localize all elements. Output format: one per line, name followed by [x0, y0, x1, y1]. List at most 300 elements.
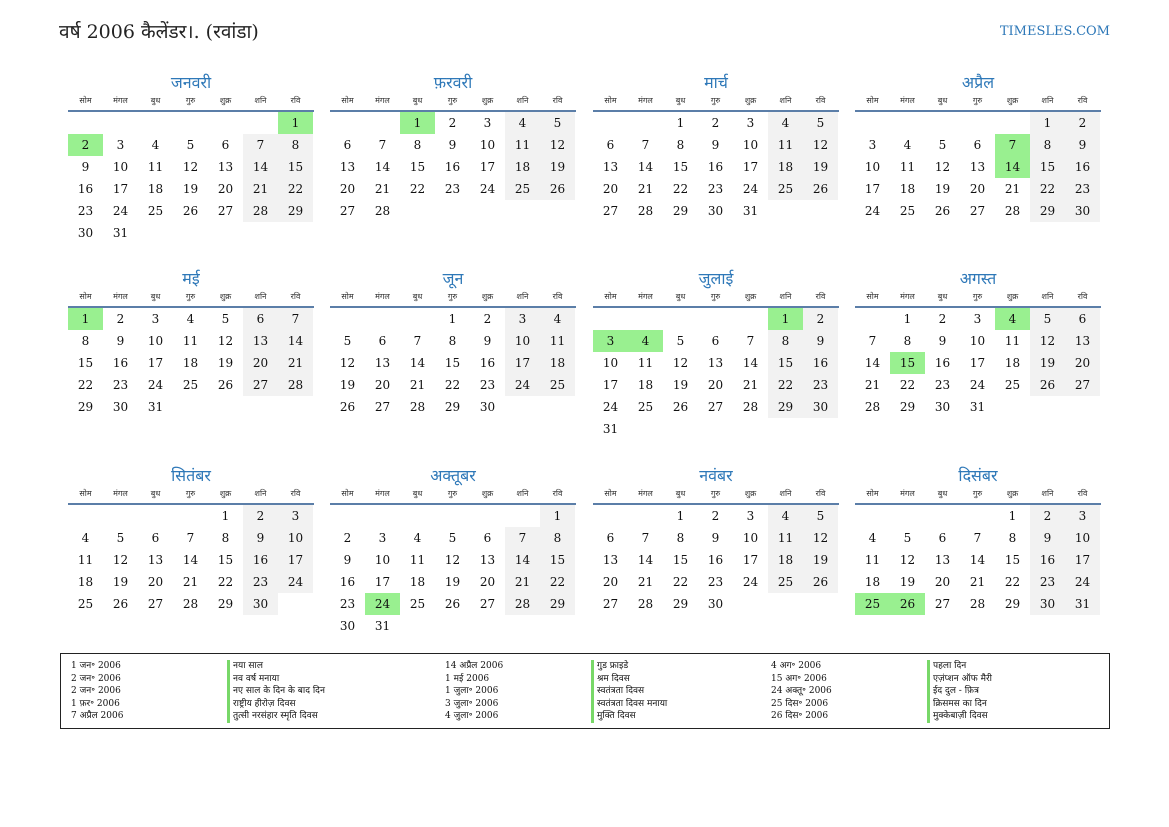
legend-col1-names: [227, 660, 325, 723]
day-grid: [593, 308, 839, 440]
day-cell: 11: [505, 134, 540, 156]
day-cell: 1: [676, 116, 685, 130]
day-cell: 10: [278, 527, 313, 549]
day-cell: 15: [217, 553, 234, 567]
empty-cell: [208, 112, 243, 134]
weekday-label: मंगल: [113, 292, 128, 301]
empty-cell: [855, 505, 890, 527]
day-cell: 3: [483, 116, 492, 130]
day-cell: 4: [81, 531, 90, 545]
month-calendar: [330, 268, 576, 418]
day-cell: 25: [409, 597, 426, 611]
day-cell: 17: [112, 182, 129, 196]
weekday-label: मंगल: [900, 96, 915, 105]
day-cell: 1: [903, 312, 912, 326]
day-cell: 2: [711, 509, 720, 523]
day-cell: 6: [343, 138, 352, 152]
month-name: दिसंबर: [958, 466, 998, 485]
weekday-label: शुक्र: [219, 96, 232, 105]
day-cell: 10: [1065, 527, 1100, 549]
legend-holiday: ईद दुल - फ़ित्र: [927, 685, 992, 698]
weekday-label: शनि: [779, 96, 792, 105]
month-name: फ़रवरी: [433, 73, 473, 92]
empty-cell: [890, 505, 925, 527]
weekday-header: [593, 290, 839, 308]
day-cell: 16: [1030, 549, 1065, 571]
day-grid: [68, 308, 314, 418]
day-cell: 8: [278, 134, 313, 156]
day-cell: 22: [444, 378, 461, 392]
day-cell: 20: [934, 575, 951, 589]
day-cell: 30: [339, 619, 356, 633]
day-cell: 4: [628, 330, 663, 352]
day-cell: 20: [707, 378, 724, 392]
day-grid: [330, 505, 576, 637]
weekday-label: सोम: [604, 489, 617, 498]
day-cell: 4: [903, 138, 912, 152]
day-cell: 12: [112, 553, 129, 567]
day-cell: 20: [602, 575, 619, 589]
day-cell: 21: [243, 178, 278, 200]
day-cell: 1: [540, 505, 575, 527]
legend-date: 25 दिस॰ 2006: [771, 698, 829, 709]
day-cell: 30: [707, 597, 724, 611]
weekday-label: बुध: [150, 489, 161, 498]
weekday-label: मंगल: [900, 489, 915, 498]
day-cell: 21: [864, 378, 881, 392]
legend-holiday: तुत्सी नरसंहार स्मृति दिवस: [227, 710, 325, 723]
empty-cell: [400, 505, 435, 527]
day-cell: 2: [1065, 112, 1100, 134]
day-cell: 3: [505, 308, 540, 330]
weekday-label: सोम: [79, 489, 92, 498]
day-cell: 25: [147, 204, 164, 218]
day-cell: 8: [903, 334, 912, 348]
day-cell: 14: [864, 356, 881, 370]
day-cell: 21: [637, 182, 654, 196]
day-cell: 21: [278, 352, 313, 374]
day-cell: 7: [641, 531, 650, 545]
empty-cell: [470, 505, 505, 527]
day-cell: 9: [116, 334, 125, 348]
day-cell: 1: [448, 312, 457, 326]
empty-cell: [435, 505, 470, 527]
day-cell: 25: [182, 378, 199, 392]
day-cell: 30: [243, 593, 278, 615]
legend-date: 14 अप्रैल 2006: [445, 661, 504, 671]
day-cell: 16: [444, 160, 461, 174]
empty-cell: [138, 505, 173, 527]
day-cell: 14: [243, 156, 278, 178]
day-cell: 8: [1008, 531, 1017, 545]
month-name: अप्रैल: [961, 73, 995, 92]
day-cell: 28: [637, 204, 654, 218]
day-cell: 5: [116, 531, 125, 545]
day-cell: 15: [1004, 553, 1021, 567]
day-cell: 2: [448, 116, 457, 130]
day-cell: 20: [339, 182, 356, 196]
day-cell: 5: [903, 531, 912, 545]
day-cell: 31: [1065, 593, 1100, 615]
weekday-header: [855, 487, 1101, 505]
day-cell: 21: [742, 378, 759, 392]
day-cell: 13: [602, 160, 619, 174]
day-cell: 30: [1030, 593, 1065, 615]
day-cell: 10: [505, 330, 540, 352]
day-cell: 23: [243, 571, 278, 593]
day-cell: 4: [868, 531, 877, 545]
empty-cell: [960, 112, 995, 134]
day-cell: 19: [899, 575, 916, 589]
day-cell: 16: [707, 160, 724, 174]
day-cell: 21: [182, 575, 199, 589]
day-cell: 10: [112, 160, 129, 174]
legend-col2-names: [591, 660, 667, 723]
day-cell: 10: [602, 356, 619, 370]
day-cell: 14: [505, 549, 540, 571]
legend-date: 7 अप्रैल 2006: [71, 711, 124, 722]
weekday-label: रवि: [552, 292, 563, 301]
day-cell: 29: [672, 204, 689, 218]
day-cell: 23: [112, 378, 129, 392]
day-cell: 6: [606, 531, 615, 545]
weekday-label: मंगल: [113, 489, 128, 498]
empty-cell: [505, 505, 540, 527]
weekday-label: रवि: [552, 489, 563, 498]
day-cell: 24: [864, 204, 881, 218]
weekday-label: सोम: [79, 292, 92, 301]
empty-cell: [365, 308, 400, 330]
day-cell: 10: [374, 553, 391, 567]
day-cell: 13: [969, 160, 986, 174]
day-cell: 14: [742, 356, 759, 370]
day-cell: 23: [803, 374, 838, 396]
legend-holiday: गुड फ्राइडे: [591, 660, 667, 673]
empty-cell: [890, 112, 925, 134]
day-cell: 4: [151, 138, 160, 152]
day-cell: 7: [505, 527, 540, 549]
weekday-label: गुरु: [972, 489, 983, 498]
day-cell: 24: [112, 204, 129, 218]
day-cell: 29: [1030, 200, 1065, 222]
weekday-label: शुक्र: [744, 96, 757, 105]
empty-cell: [995, 112, 1030, 134]
day-cell: 20: [147, 575, 164, 589]
day-cell: 29: [768, 396, 803, 418]
legend-holiday: मुक्केबाज़ी दिवस: [927, 710, 992, 723]
day-cell: 20: [969, 182, 986, 196]
day-cell: 3: [746, 116, 755, 130]
legend-col3-names: [927, 660, 992, 723]
day-cell: 11: [1004, 334, 1021, 348]
weekday-label: बुध: [675, 489, 686, 498]
day-cell: 18: [637, 378, 654, 392]
day-cell: 31: [147, 400, 164, 414]
day-cell: 8: [768, 330, 803, 352]
weekday-label: बुध: [412, 96, 423, 105]
weekday-label: गुरु: [185, 489, 196, 498]
weekday-header: [855, 94, 1101, 112]
legend-holiday: नए साल के दिन के बाद दिन: [227, 685, 325, 698]
empty-cell: [243, 112, 278, 134]
day-cell: 16: [1065, 156, 1100, 178]
legend-date: 2 जन॰ 2006: [71, 686, 121, 697]
weekday-label: सोम: [866, 96, 879, 105]
day-cell: 28: [374, 204, 391, 218]
weekday-label: गुरु: [447, 489, 458, 498]
empty-cell: [173, 505, 208, 527]
day-cell: 25: [768, 571, 803, 593]
weekday-label: रवि: [290, 292, 301, 301]
month-calendar: [68, 72, 314, 244]
weekday-label: सोम: [341, 292, 354, 301]
day-cell: 2: [68, 134, 103, 156]
day-cell: 17: [602, 378, 619, 392]
day-cell: 13: [339, 160, 356, 174]
day-cell: 19: [934, 182, 951, 196]
day-cell: 28: [969, 597, 986, 611]
day-cell: 11: [147, 160, 164, 174]
weekday-header: [68, 94, 314, 112]
day-cell: 25: [505, 178, 540, 200]
weekday-label: शनि: [254, 489, 267, 498]
weekday-label: रवि: [815, 292, 826, 301]
day-cell: 9: [243, 527, 278, 549]
month-name: जुलाई: [698, 269, 734, 288]
day-cell: 13: [934, 553, 951, 567]
day-cell: 7: [278, 308, 313, 330]
weekday-label: शनि: [779, 292, 792, 301]
day-cell: 18: [1004, 356, 1021, 370]
day-cell: 17: [1065, 549, 1100, 571]
empty-cell: [925, 505, 960, 527]
empty-cell: [330, 308, 365, 330]
day-cell: 16: [934, 356, 951, 370]
day-cell: 27: [934, 597, 951, 611]
day-cell: 19: [803, 549, 838, 571]
day-cell: 7: [186, 531, 195, 545]
day-cell: 29: [77, 400, 94, 414]
day-cell: 19: [444, 575, 461, 589]
month-calendar: [855, 72, 1101, 222]
day-cell: 25: [899, 204, 916, 218]
day-cell: 13: [374, 356, 391, 370]
day-cell: 1: [1030, 112, 1065, 134]
month-name: मई: [182, 269, 200, 288]
day-cell: 24: [742, 575, 759, 589]
weekday-header: [593, 487, 839, 505]
day-cell: 13: [479, 553, 496, 567]
day-cell: 24: [505, 374, 540, 396]
weekday-label: गुरु: [447, 292, 458, 301]
weekday-label: बुध: [675, 96, 686, 105]
day-cell: 27: [147, 597, 164, 611]
weekday-label: बुध: [937, 489, 948, 498]
day-cell: 16: [243, 549, 278, 571]
weekday-label: रवि: [552, 96, 563, 105]
day-cell: 25: [1004, 378, 1021, 392]
day-cell: 15: [672, 160, 689, 174]
day-cell: 28: [1004, 204, 1021, 218]
day-cell: 30: [1065, 200, 1100, 222]
day-cell: 24: [479, 182, 496, 196]
day-cell: 23: [707, 182, 724, 196]
day-cell: 5: [186, 138, 195, 152]
legend-col1-dates: [71, 660, 123, 723]
day-cell: 10: [864, 160, 881, 174]
day-cell: 10: [147, 334, 164, 348]
empty-cell: [365, 505, 400, 527]
day-cell: 24: [278, 571, 313, 593]
day-cell: 26: [217, 378, 234, 392]
day-cell: 11: [409, 553, 426, 567]
day-cell: 12: [182, 160, 199, 174]
empty-cell: [855, 308, 890, 330]
day-cell: 16: [479, 356, 496, 370]
day-grid: [593, 505, 839, 615]
day-cell: 7: [641, 138, 650, 152]
day-cell: 15: [890, 352, 925, 374]
day-cell: 5: [540, 112, 575, 134]
day-cell: 6: [1065, 308, 1100, 330]
day-cell: 27: [1065, 374, 1100, 396]
site-link[interactable]: TIMESLES.COM: [999, 24, 1110, 39]
weekday-label: बुध: [412, 292, 423, 301]
day-cell: 21: [374, 182, 391, 196]
day-cell: 13: [147, 553, 164, 567]
weekday-header: [330, 487, 576, 505]
day-cell: 18: [77, 575, 94, 589]
weekday-label: शनि: [1041, 96, 1054, 105]
day-cell: 15: [77, 356, 94, 370]
day-cell: 20: [602, 182, 619, 196]
day-cell: 8: [676, 138, 685, 152]
day-cell: 22: [540, 571, 575, 593]
day-cell: 23: [339, 597, 356, 611]
day-cell: 3: [746, 509, 755, 523]
empty-cell: [855, 112, 890, 134]
day-cell: 11: [864, 553, 881, 567]
day-cell: 28: [864, 400, 881, 414]
day-cell: 28: [637, 597, 654, 611]
day-cell: 7: [243, 134, 278, 156]
day-cell: 1: [278, 112, 313, 134]
empty-cell: [628, 112, 663, 134]
weekday-label: रवि: [815, 96, 826, 105]
day-cell: 12: [444, 553, 461, 567]
day-cell: 22: [217, 575, 234, 589]
legend-date: 26 दिस॰ 2006: [771, 711, 829, 722]
day-cell: 6: [973, 138, 982, 152]
day-cell: 10: [742, 531, 759, 545]
day-cell: 4: [505, 112, 540, 134]
month-name: नवंबर: [699, 466, 733, 485]
day-cell: 4: [540, 308, 575, 330]
day-cell: 11: [637, 356, 654, 370]
day-cell: 17: [147, 356, 164, 370]
legend-date: 3 जुला॰ 2006: [445, 698, 499, 709]
day-cell: 10: [742, 138, 759, 152]
day-cell: 27: [602, 597, 619, 611]
weekday-label: शुक्र: [481, 292, 494, 301]
day-cell: 22: [409, 182, 426, 196]
day-cell: 3: [151, 312, 160, 326]
day-cell: 3: [593, 330, 628, 352]
empty-cell: [663, 308, 698, 330]
weekday-label: शुक्र: [1006, 489, 1019, 498]
day-cell: 4: [186, 312, 195, 326]
weekday-label: बुध: [150, 96, 161, 105]
day-cell: 18: [147, 182, 164, 196]
empty-cell: [103, 505, 138, 527]
day-cell: 8: [676, 531, 685, 545]
day-cell: 5: [1030, 308, 1065, 330]
month-calendar: [330, 72, 576, 222]
day-cell: 25: [77, 597, 94, 611]
day-cell: 14: [637, 553, 654, 567]
day-cell: 17: [374, 575, 391, 589]
day-cell: 29: [217, 597, 234, 611]
day-cell: 14: [182, 553, 199, 567]
weekday-label: गुरु: [972, 292, 983, 301]
weekday-label: गुरु: [710, 292, 721, 301]
day-cell: 21: [505, 571, 540, 593]
weekday-label: बुध: [675, 292, 686, 301]
day-cell: 30: [112, 400, 129, 414]
day-cell: 22: [672, 575, 689, 589]
page-title: वर्ष 2006 कैलेंडर।. (रवांडा): [59, 21, 259, 43]
empty-cell: [960, 505, 995, 527]
day-cell: 18: [768, 549, 803, 571]
weekday-header: [593, 94, 839, 112]
day-cell: 6: [606, 138, 615, 152]
day-cell: 19: [540, 156, 575, 178]
month-name: अगस्त: [959, 269, 997, 288]
month-name: सितंबर: [171, 466, 211, 485]
day-cell: 30: [479, 400, 496, 414]
weekday-label: रवि: [1077, 96, 1088, 105]
day-cell: 5: [343, 334, 352, 348]
day-cell: 25: [768, 178, 803, 200]
day-cell: 27: [217, 204, 234, 218]
empty-cell: [68, 505, 103, 527]
day-cell: 7: [378, 138, 387, 152]
day-cell: 29: [540, 593, 575, 615]
day-cell: 11: [182, 334, 199, 348]
day-cell: 13: [1065, 330, 1100, 352]
day-cell: 28: [409, 400, 426, 414]
day-cell: 27: [707, 400, 724, 414]
day-cell: 27: [243, 374, 278, 396]
day-cell: 7: [995, 134, 1030, 156]
day-cell: 26: [1030, 374, 1065, 396]
day-cell: 27: [479, 597, 496, 611]
day-cell: 18: [540, 352, 575, 374]
day-cell: 11: [77, 553, 94, 567]
day-cell: 9: [803, 330, 838, 352]
day-cell: 26: [444, 597, 461, 611]
day-cell: 15: [1030, 156, 1065, 178]
day-cell: 26: [182, 204, 199, 218]
day-cell: 14: [278, 330, 313, 352]
day-cell: 24: [1065, 571, 1100, 593]
weekday-label: मंगल: [638, 489, 653, 498]
day-cell: 27: [339, 204, 356, 218]
day-cell: 7: [746, 334, 755, 348]
day-cell: 22: [77, 378, 94, 392]
empty-cell: [593, 505, 628, 527]
legend-holiday: श्रम दिवस: [591, 673, 667, 686]
